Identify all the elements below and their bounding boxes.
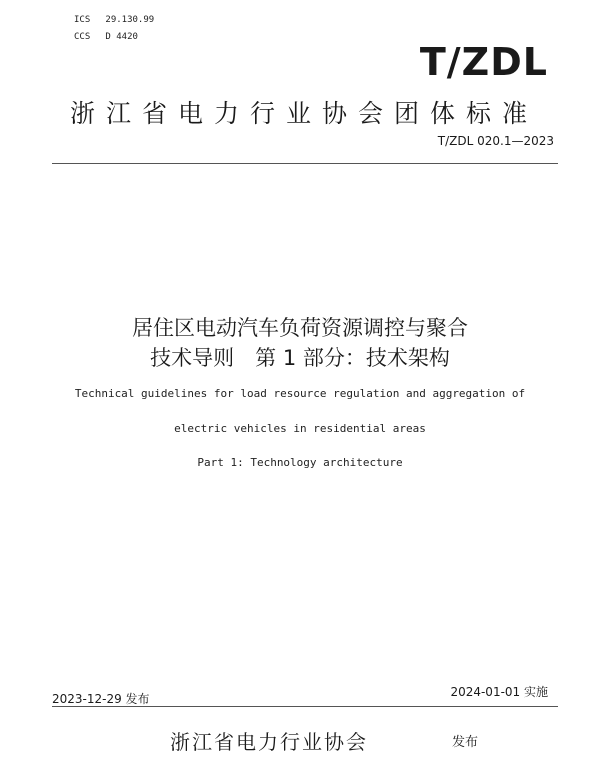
ics-code (74, 12, 154, 29)
standard-number: T/ZDL 020.1—2023 (437, 134, 554, 148)
issue-date: 2023-12-29 发布 (52, 692, 150, 706)
ccs-label: CCS (74, 32, 91, 42)
english-title-line-1: Technical guidelines for load resource regulation and aggregation of (74, 387, 526, 400)
classification-codes (74, 12, 154, 46)
chinese-title-line-1: 居住区电动汽车负荷资源调控与聚合 (132, 316, 468, 340)
publish-label: 发布 (452, 735, 479, 750)
top-divider (52, 163, 558, 164)
publisher-name: 浙江省电力行业协会 (170, 730, 368, 754)
implementation-date: 2024-01-01 实施 (450, 685, 548, 699)
english-title-line-2: electric vehicles in residential areas (174, 422, 426, 435)
ics-label: ICS (74, 15, 91, 25)
ccs-code (74, 29, 154, 46)
ics-value: 29.130.99 (105, 15, 155, 25)
organization-standard-title: 浙江省电力行业协会团体标准 (70, 99, 539, 128)
standard-mark: T/ZDL (419, 40, 548, 84)
english-title-line-3: Part 1: Technology architecture (197, 456, 403, 469)
ccs-value: D 4420 (105, 32, 138, 42)
bottom-divider (52, 706, 558, 707)
chinese-title-line-2: 技术导则 第 1 部分：技术架构 (150, 346, 450, 370)
